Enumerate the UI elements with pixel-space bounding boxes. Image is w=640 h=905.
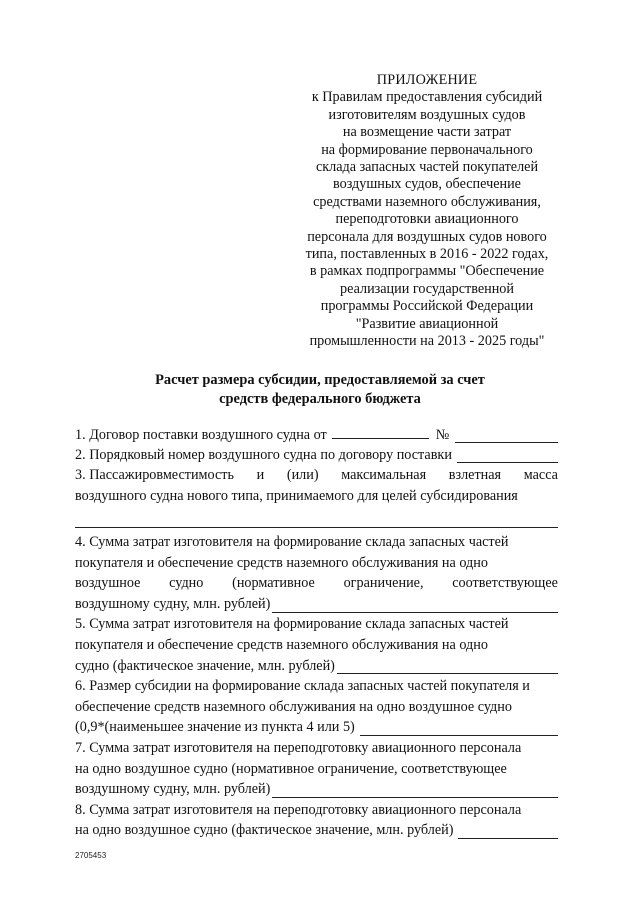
appendix-line: воздушных судов, обеспечение [333,176,521,193]
item-3-word: максимальная [341,467,427,484]
item-4-line-2: покупателя и обеспечение средств наземного обслуживания на одно [75,554,488,571]
appendix-line: промышленности на 2013 - 2025 годы" [309,333,545,350]
item-5-label-end: судно (фактическое значение, млн. рублей) [75,657,335,674]
item-7-line-1: 7. Сумма затрат изготовителя на переподготовку авиационного персонала [75,739,522,756]
form-items [75,424,558,841]
item-3-word: и [256,467,265,484]
item-1-label: 1. Договор поставки воздушного судна от [75,427,327,443]
item-5-line-1: 5. Сумма затрат изготовителя на формирование склада запасных частей [75,616,509,633]
appendix-line: "Развитие авиационной [355,315,499,332]
item-7-label-end: воздушному судну, млн. рублей) [75,781,271,798]
item-6-line-1: 6. Размер субсидии на формирование склада запасных частей покупателя и [75,678,530,695]
appendix-line: склада запасных частей покупателей [315,159,539,176]
item-3-line-2: воздушного судна нового типа, принимаемого для целей субсидирования [75,487,518,504]
item-2 [75,445,558,466]
item-6-line-2: обеспечение средств наземного обслуживания на одно воздушное судно [75,698,512,715]
document-title [100,371,540,408]
appendix-line: в рамках подпрограммы "Обеспечение [309,263,545,280]
serial-number-blank[interactable] [457,448,558,463]
item-4-value-blank[interactable] [272,598,558,613]
contract-date-blank[interactable] [332,424,429,439]
item-1 [75,424,558,445]
item-4-line-3 [75,573,558,594]
item-6-label-end: (0,9*(наименьшее значение из пункта 4 или 5) [75,719,355,736]
item-4-word: воздушное [75,575,141,592]
document-number: 2705453 [75,851,107,860]
item-7-line-3 [75,779,558,800]
item-3-word: (или) [286,467,319,484]
item-4-word: соответствующее [452,575,558,592]
title-line-2: средств федерального бюджета [219,390,421,407]
appendix-line: персонала для воздушных судов нового [307,228,547,245]
appendix-heading: ПРИЛОЖЕНИЕ [376,72,478,88]
item-8-line-1: 8. Сумма затрат изготовителя на переподготовку авиационного персонала [75,801,522,818]
appendix-line: средствами наземного обслуживания, [313,193,541,210]
item-7-line-2: на одно воздушное судно (нормативное ограничение, соответствующее [75,760,507,777]
item-4-line-1: 4. Сумма затрат изготовителя на формирование склада запасных частей [75,533,509,550]
item-4-label-end: воздушному судну, млн. рублей) [75,595,271,612]
appendix-line: переподготовки авиационного [335,211,519,228]
appendix-header [296,72,558,351]
title-line-1: Расчет размера субсидии, предоставляемой за счет [155,372,485,388]
item-7-value-blank[interactable] [272,783,558,798]
item-8-label-end: на одно воздушное судно (фактическое значение, млн. рублей) [75,822,454,839]
item-3-word: масса [523,467,558,484]
appendix-line: программы Российской Федерации [320,298,534,315]
item-4-word: ограничение, [343,575,424,592]
item-3-word: взлетная [448,467,502,484]
item-4-word: (нормативное [232,575,315,592]
item-5-value-blank[interactable] [337,659,558,674]
item-6-line-3 [75,717,558,738]
item-2-label: 2. Порядковый номер воздушного судна по договору поставки [75,446,452,463]
number-sign: № [435,427,450,443]
appendix-line: типа, поставленных в 2016 - 2022 годах, [305,246,549,263]
item-8-line-2 [75,820,558,841]
appendix-line: к Правилам предоставления субсидий [311,89,543,106]
item-3-word: 3. Пассажировместимость [75,467,234,484]
item-3-answer-blank[interactable] [75,506,558,528]
item-6-value-blank[interactable] [360,721,558,736]
item-4-line-4 [75,594,558,615]
item-5-line-3 [75,656,558,677]
appendix-line: на формирование первоначального [321,141,533,158]
item-4-word: судно [169,575,204,592]
item-8-value-blank[interactable] [458,824,558,839]
item-5-line-2: покупателя и обеспечение средств наземного обслуживания на одно [75,636,488,653]
appendix-line: изготовителям воздушных судов [328,106,526,123]
item-3-line-1 [75,465,558,486]
appendix-line: реализации государственной [340,280,514,297]
contract-number-blank[interactable] [455,428,558,443]
appendix-line: на возмещение части затрат [342,124,512,141]
